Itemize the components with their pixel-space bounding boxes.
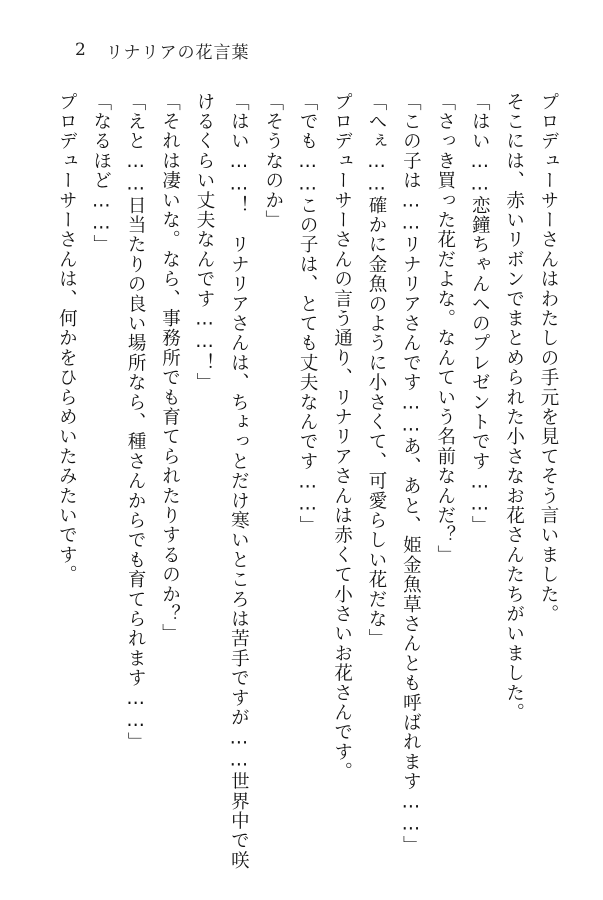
text-line: 「そうなのか」 — [262, 92, 284, 230]
text-line: 「へぇ……確かに金魚のように小さくて、可愛らしい花だな」 — [365, 92, 387, 649]
page-number: 2 — [75, 40, 86, 60]
text-line: 「はい……恋鐘ちゃんへのプレゼントです……」 — [469, 92, 491, 536]
text-line: 「この子は……リナリアさんです……あ、あと、姫金魚草さんとも呼ばれます……」 — [400, 92, 422, 856]
text-line: 「でも……この子は、とても丈夫なんです……」 — [297, 92, 319, 536]
text-line: けるくらい丈夫なんです……！」 — [193, 92, 215, 393]
text-line: 「えと……日当たりの良い場所なら、種さんからでも育てられます……」 — [125, 92, 147, 753]
running-title: リナリアの花言葉 — [105, 42, 250, 63]
text-line: そこには、赤いリボンでまとめられた小さなお花さんたちがいました。 — [503, 92, 525, 723]
text-line: 「なるほど……」 — [90, 92, 112, 255]
text-line: プロデューサーさんはわたしの手元を見てそう言いました。 — [538, 92, 559, 624]
text-line: 「それは凄いな。なら、事務所でも育てられたりするのか？」 — [159, 92, 181, 644]
text-line: プロデューサーさんは、何かをひらめいたみたいです。 — [56, 92, 78, 585]
text-line: 「さっき買った花だよな。なんていう名前なんだ？」 — [434, 92, 456, 565]
text-line: 「はい……！ リナリアさんは、ちょっとだけ寒いところは苦手ですが……世界中で咲 — [228, 92, 250, 871]
text-line: プロデューサーさんの言う通り、リナリアさんは赤くて小さいお花さんです。 — [331, 92, 353, 782]
page-header — [75, 38, 250, 62]
vertical-text-block — [45, 92, 565, 871]
